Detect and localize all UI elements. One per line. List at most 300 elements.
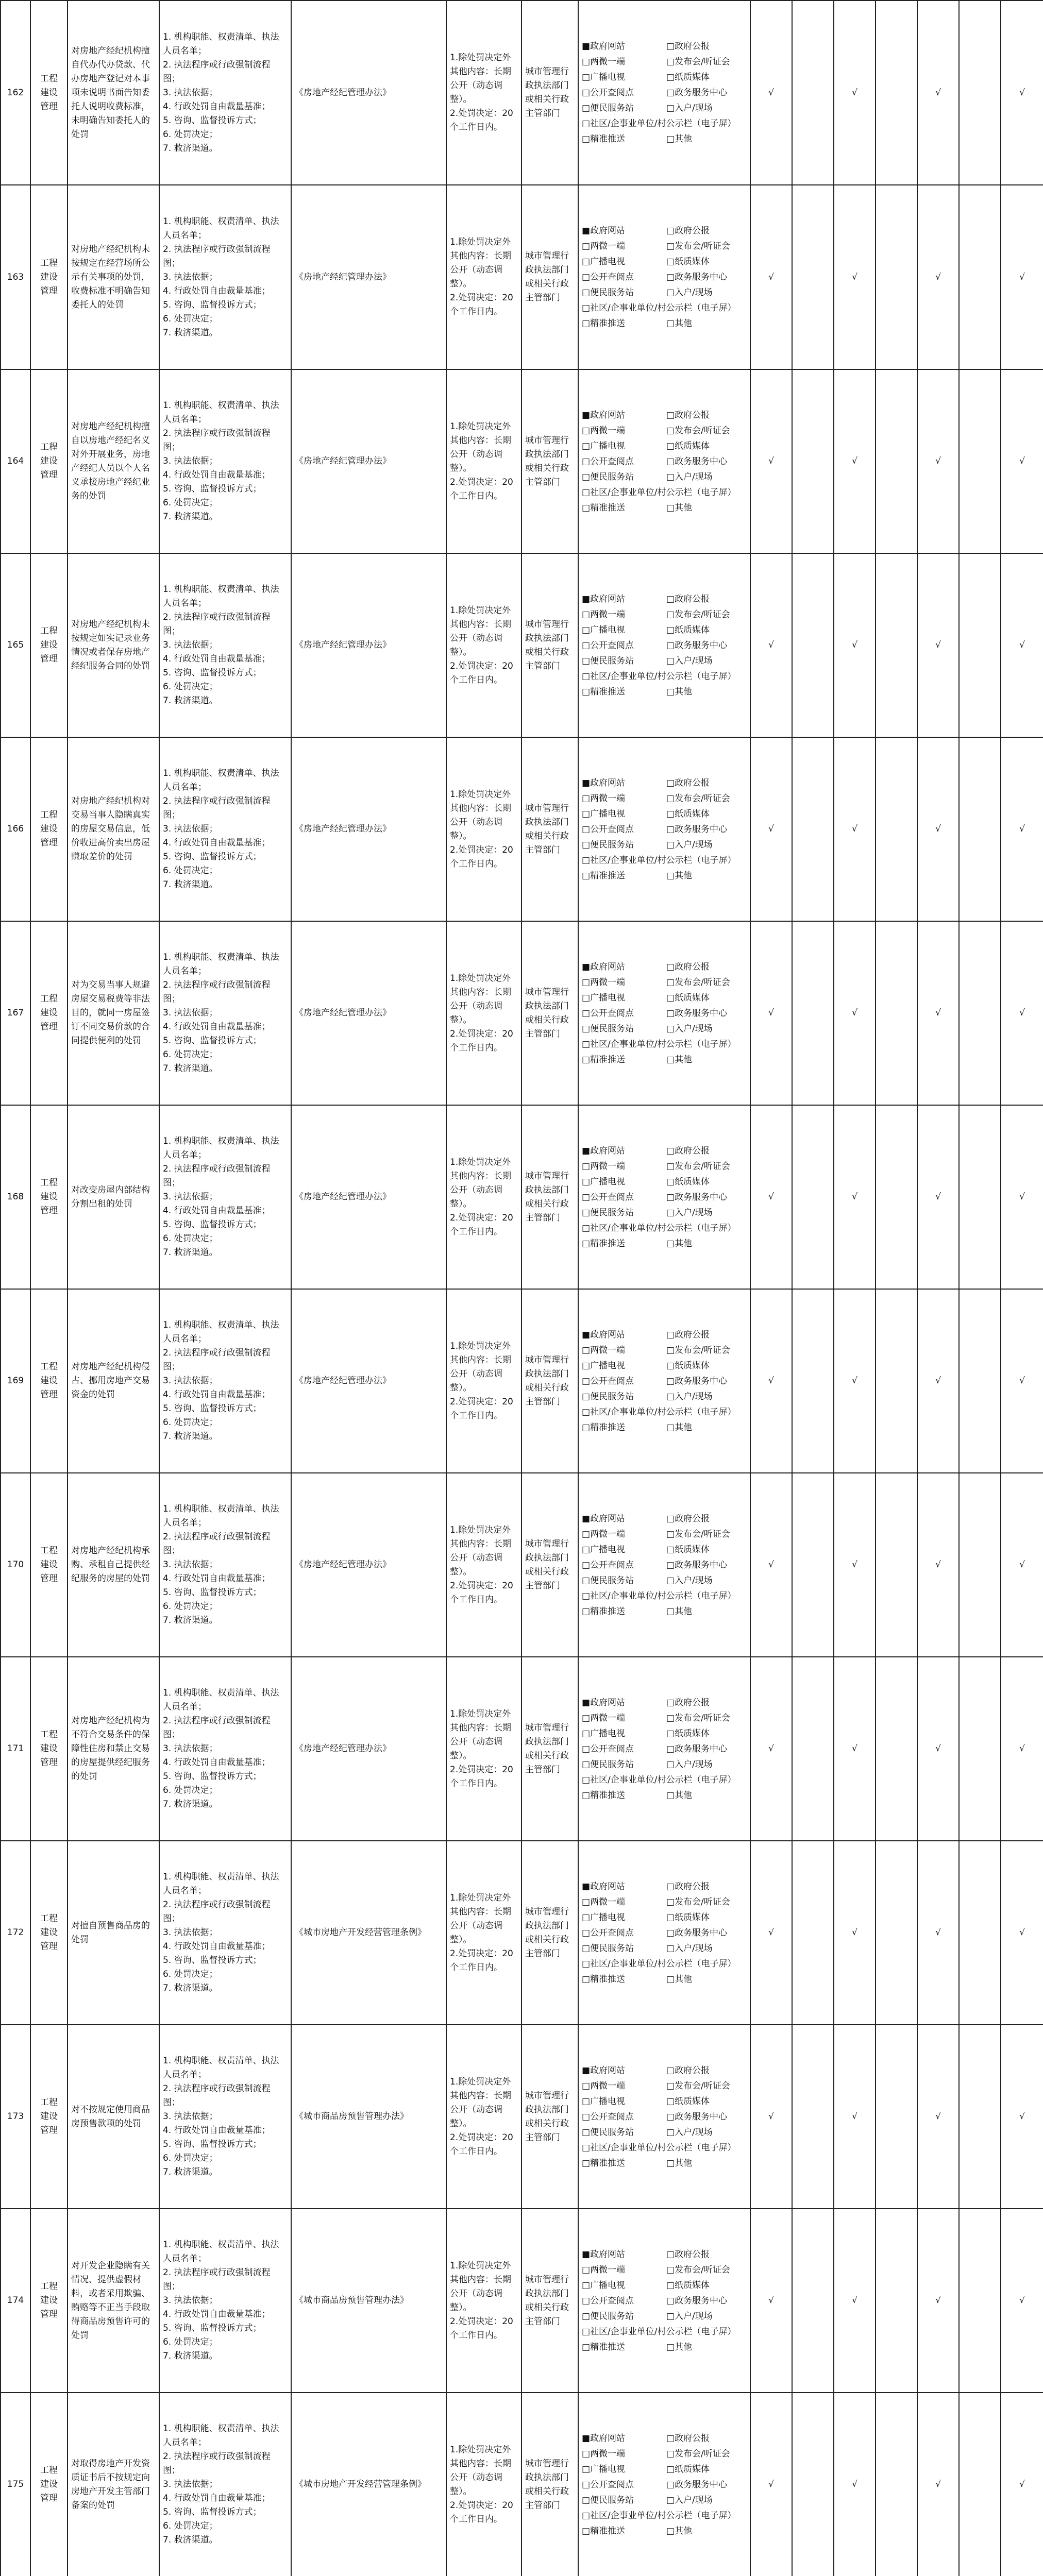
unchecked-box-icon: □ — [666, 1391, 675, 1402]
mark-cell: √ — [750, 1105, 792, 1289]
channel-label: 社区/企事业单位/村公示栏（电子屏） — [590, 1406, 736, 1417]
unchecked-box-icon: □ — [582, 2342, 591, 2352]
channel-option — [582, 2141, 747, 2155]
channel-option — [666, 1160, 747, 1173]
channel-option — [666, 976, 747, 989]
content-cell — [159, 1289, 291, 1473]
channel-label: 公开查阅点 — [590, 1376, 634, 1386]
unchecked-box-icon: □ — [666, 2495, 675, 2505]
unchecked-box-icon: □ — [666, 241, 675, 251]
mark-cell: √ — [1001, 1, 1043, 185]
channel-cell — [578, 2209, 750, 2393]
content-line: 5. 咨询、监督投诉方式； — [163, 1771, 262, 1782]
channel-label: 广播电视 — [590, 808, 626, 819]
channel-label: 政务服务中心 — [675, 1008, 728, 1019]
unchecked-box-icon: □ — [666, 870, 675, 881]
unchecked-box-icon: □ — [582, 440, 591, 451]
content-line: 1. 机构职能、权责清单、执法人员名单； — [163, 31, 279, 56]
unchecked-box-icon: □ — [582, 2280, 591, 2291]
mark-cell — [876, 921, 917, 1105]
content-cell — [159, 2209, 291, 2393]
unchecked-box-icon: □ — [666, 1713, 675, 1723]
channel-label: 政府网站 — [590, 961, 626, 972]
channel-option — [666, 1191, 747, 1204]
channel-option — [666, 1543, 747, 1556]
content-line: 1. 机构职能、权责清单、执法人员名单； — [163, 584, 279, 608]
table-row — [1, 921, 1043, 1105]
channel-label: 公开查阅点 — [590, 1743, 634, 1754]
basis-cell: 《城市房地产开发经营管理条例》 — [291, 1841, 446, 2025]
unchecked-box-icon: □ — [582, 2448, 591, 2459]
channel-option — [582, 439, 662, 453]
unchecked-box-icon: □ — [582, 793, 591, 804]
channel-option — [582, 1543, 662, 1556]
subject-cell: 城市管理行政执法部门或相关行政主管部门 — [522, 2025, 578, 2209]
content-line: 2. 执法程序或行政强制流程图； — [163, 59, 271, 84]
row-number: 165 — [1, 553, 30, 737]
unchecked-box-icon: □ — [666, 318, 675, 329]
channel-label: 政府网站 — [590, 1145, 626, 1156]
content-line: 2. 执法程序或行政强制流程图； — [163, 2267, 271, 2292]
unchecked-box-icon: □ — [582, 655, 591, 666]
mark-cell — [959, 1, 1001, 185]
unchecked-box-icon: □ — [666, 257, 675, 267]
content-line: 5. 咨询、监督投诉方式； — [163, 1955, 262, 1965]
channel-option — [666, 1053, 747, 1066]
channel-label: 便民服务站 — [590, 103, 634, 113]
subject-cell: 城市管理行政执法部门或相关行政主管部门 — [522, 921, 578, 1105]
channel-label: 政府公报 — [675, 961, 710, 972]
channel-option — [666, 2263, 747, 2277]
mark-cell: √ — [917, 1473, 959, 1657]
unchecked-box-icon: □ — [582, 1606, 591, 1617]
content-line: 6. 处罚决定； — [163, 1785, 218, 1795]
time-cell: 1.除处罚决定外其他内容：长期公开（动态调整）。 2.处罚决定：20个工作日内。 — [446, 1841, 522, 2025]
channel-option — [582, 1375, 662, 1388]
channel-option — [582, 55, 662, 69]
mark-cell: √ — [1001, 553, 1043, 737]
content-line: 1. 机构职能、权责清单、执法人员名单； — [163, 1872, 279, 1896]
channel-option — [582, 2341, 662, 2354]
channel-option — [666, 2126, 747, 2139]
table-row — [1, 369, 1043, 553]
unchecked-box-icon: □ — [666, 456, 675, 467]
mark-cell: √ — [750, 185, 792, 369]
channel-label: 发布会/听证会 — [675, 609, 730, 620]
channel-label: 纸质媒体 — [675, 808, 710, 819]
channel-label: 精准推送 — [590, 1790, 626, 1801]
channel-label: 政府公报 — [675, 2249, 710, 2260]
channel-label: 公开查阅点 — [590, 1560, 634, 1570]
channel-label: 两微一端 — [590, 793, 626, 804]
channel-option — [582, 409, 662, 422]
mark-cell — [876, 2209, 917, 2393]
mark-cell: √ — [750, 1289, 792, 1473]
content-line: 7. 救济渠道。 — [163, 1063, 218, 1074]
channel-option — [582, 1237, 662, 1250]
channel-label: 公开查阅点 — [590, 2295, 634, 2306]
row-number: 163 — [1, 185, 30, 369]
unchecked-box-icon: □ — [582, 1927, 591, 1938]
mark-cell — [876, 1289, 917, 1473]
channel-option — [582, 255, 662, 268]
mark-cell: √ — [750, 1473, 792, 1657]
unchecked-box-icon: □ — [582, 977, 591, 988]
channel-option — [582, 317, 662, 330]
channel-option — [582, 1789, 662, 1802]
checked-box-icon: ■ — [582, 1145, 591, 1156]
unchecked-box-icon: □ — [582, 2526, 591, 2536]
unchecked-box-icon: □ — [666, 777, 675, 788]
unchecked-box-icon: □ — [582, 1376, 591, 1386]
channel-option — [582, 40, 662, 53]
channel-option — [582, 470, 662, 484]
channel-label: 公开查阅点 — [590, 2111, 634, 2122]
domain-cell: 工程 建设 管理 — [30, 1657, 68, 1841]
content-cell — [159, 185, 291, 369]
table-row — [1, 2025, 1043, 2209]
unchecked-box-icon: □ — [666, 1008, 675, 1019]
subject-cell: 城市管理行政执法部门或相关行政主管部门 — [522, 1, 578, 185]
unchecked-box-icon: □ — [666, 1575, 675, 1586]
channel-option — [582, 1973, 662, 1986]
channel-grid — [582, 2248, 747, 2354]
channel-option — [666, 86, 747, 99]
content-line: 7. 救济渠道。 — [163, 143, 218, 154]
channel-option — [582, 991, 662, 1005]
channel-option — [666, 1359, 747, 1372]
unchecked-box-icon: □ — [666, 272, 675, 282]
time-cell: 1.除处罚决定外其他内容：长期公开（动态调整）。 2.处罚决定：20个工作日内。 — [446, 553, 522, 737]
content-line: 7. 救济渠道。 — [163, 327, 218, 338]
channel-label: 公开查阅点 — [590, 2479, 634, 2490]
table-row — [1, 553, 1043, 737]
channel-label: 政府网站 — [590, 2065, 626, 2076]
mark-cell: √ — [1001, 2393, 1043, 2576]
unchecked-box-icon: □ — [666, 471, 675, 482]
channel-cell — [578, 737, 750, 921]
channel-grid — [582, 960, 747, 1066]
table-row — [1, 1841, 1043, 2025]
content-cell — [159, 553, 291, 737]
channel-option — [666, 1605, 747, 1618]
unchecked-box-icon: □ — [666, 1176, 675, 1187]
unchecked-box-icon: □ — [582, 2311, 591, 2321]
channel-label: 其他 — [675, 870, 693, 881]
mark-cell: √ — [917, 185, 959, 369]
channel-label: 社区/企事业单位/村公示栏（电子屏） — [590, 671, 736, 682]
time-cell: 1.除处罚决定外其他内容：长期公开（动态调整）。 2.处罚决定：20个工作日内。 — [446, 1, 522, 185]
unchecked-box-icon: □ — [666, 1422, 675, 1433]
channel-label: 其他 — [675, 1974, 693, 1985]
content-line: 4. 行政处罚自由裁量基准； — [163, 1206, 271, 1216]
unchecked-box-icon: □ — [582, 1023, 591, 1034]
channel-option — [582, 1528, 662, 1541]
channel-option — [582, 1405, 747, 1419]
channel-option — [666, 823, 747, 836]
channel-option — [582, 117, 747, 130]
mark-cell — [959, 1657, 1001, 1841]
channel-label: 纸质媒体 — [675, 992, 710, 1003]
mark-cell — [959, 369, 1001, 553]
channel-label: 广播电视 — [590, 2096, 626, 2107]
mark-cell — [876, 2025, 917, 2209]
unchecked-box-icon: □ — [666, 1145, 675, 1156]
channel-option — [666, 838, 747, 852]
channel-label: 政务服务中心 — [675, 2111, 728, 2122]
channel-label: 其他 — [675, 502, 693, 513]
matter-cell: 对开发企业隐瞒有关情况、提供虚假材料，或者采用欺骗、贿赂等不正当手段取得商品房预售许可的处罚 — [68, 2209, 159, 2393]
channel-label: 精准推送 — [590, 1238, 626, 1249]
channel-option — [582, 1696, 662, 1709]
channel-label: 精准推送 — [590, 1606, 626, 1617]
unchecked-box-icon: □ — [582, 870, 591, 881]
time-cell: 1.除处罚决定外其他内容：长期公开（动态调整）。 2.处罚决定：20个工作日内。 — [446, 1105, 522, 1289]
channel-option — [582, 854, 747, 867]
unchecked-box-icon: □ — [666, 961, 675, 972]
mark-cell — [959, 1473, 1001, 1657]
mark-cell: √ — [834, 2393, 876, 2576]
unchecked-box-icon: □ — [666, 2158, 675, 2168]
channel-label: 精准推送 — [590, 502, 626, 513]
channel-label: 便民服务站 — [590, 1207, 634, 1218]
unchecked-box-icon: □ — [582, 1912, 591, 1923]
basis-cell: 《房地产经纪管理办法》 — [291, 1, 446, 185]
row-number: 167 — [1, 921, 30, 1105]
basis-cell: 《房地产经纪管理办法》 — [291, 1105, 446, 1289]
content-line: 4. 行政处罚自由裁量基准； — [163, 1389, 271, 1400]
channel-option — [666, 2079, 747, 2093]
channel-label: 社区/企事业单位/村公示栏（电子屏） — [590, 1039, 736, 1049]
channel-label: 社区/企事业单位/村公示栏（电子屏） — [590, 1223, 736, 1233]
unchecked-box-icon: □ — [582, 1529, 591, 1539]
channel-label: 政府网站 — [590, 777, 626, 788]
mark-cell: √ — [917, 1657, 959, 1841]
channel-option — [582, 608, 662, 621]
mark-cell: √ — [1001, 737, 1043, 921]
mark-cell: √ — [834, 2209, 876, 2393]
domain-cell: 工程 建设 管理 — [30, 921, 68, 1105]
channel-label: 广播电视 — [590, 1728, 626, 1739]
unchecked-box-icon: □ — [582, 2142, 591, 2153]
channel-option — [582, 71, 662, 84]
unchecked-box-icon: □ — [582, 1176, 591, 1187]
channel-grid — [582, 1144, 747, 1250]
checked-box-icon: ■ — [582, 41, 591, 52]
channel-label: 便民服务站 — [590, 1943, 634, 1954]
channel-label: 两微一端 — [590, 2264, 626, 2275]
unchecked-box-icon: □ — [582, 2510, 591, 2521]
unchecked-box-icon: □ — [666, 1238, 675, 1249]
channel-option — [666, 1926, 747, 1940]
channel-cell — [578, 1473, 750, 1657]
content-line: 4. 行政处罚自由裁量基准； — [163, 838, 271, 848]
domain-cell: 工程 建设 管理 — [30, 1, 68, 185]
matter-cell: 对房地产经纪机构承购、承租自己提供经纪服务的房屋的处罚 — [68, 1473, 159, 1657]
channel-label: 两微一端 — [590, 1896, 626, 1907]
content-cell — [159, 921, 291, 1105]
mark-cell: √ — [1001, 2025, 1043, 2209]
content-line: 3. 执法依据； — [163, 272, 218, 282]
content-line: 4. 行政处罚自由裁量基准； — [163, 285, 271, 296]
channel-option — [666, 1758, 747, 1771]
channel-option — [582, 1742, 662, 1756]
table-row — [1, 1105, 1043, 1289]
matter-cell: 对房地产经纪机构侵占、挪用房地产交易资金的处罚 — [68, 1289, 159, 1473]
unchecked-box-icon: □ — [666, 1023, 675, 1034]
unchecked-box-icon: □ — [666, 1896, 675, 1907]
content-line: 6. 处罚决定； — [163, 866, 218, 876]
table-body — [1, 1, 1043, 2576]
channel-label: 便民服务站 — [590, 1759, 634, 1770]
channel-label: 发布会/听证会 — [675, 241, 730, 251]
channel-option — [666, 224, 747, 238]
mark-cell — [792, 1, 834, 185]
unchecked-box-icon: □ — [582, 1790, 591, 1801]
channel-label: 政府网站 — [590, 1881, 626, 1892]
channel-option — [582, 1711, 662, 1725]
channel-label: 政府网站 — [590, 2249, 626, 2260]
channel-cell — [578, 185, 750, 369]
channel-label: 政府网站 — [590, 2433, 626, 2444]
mark-cell — [792, 1657, 834, 1841]
channel-option — [582, 654, 662, 668]
unchecked-box-icon: □ — [666, 1207, 675, 1218]
channel-cell — [578, 1289, 750, 1473]
channel-option — [582, 1911, 662, 1924]
unchecked-box-icon: □ — [666, 2342, 675, 2352]
table-row — [1, 2393, 1043, 2576]
time-cell: 1.除处罚决定外其他内容：长期公开（动态调整）。 2.处罚决定：20个工作日内。 — [446, 2025, 522, 2209]
mark-cell: √ — [1001, 1289, 1043, 1473]
channel-option — [582, 792, 662, 805]
channel-label: 公开查阅点 — [590, 1927, 634, 1938]
channel-label: 入户/现场 — [675, 1023, 713, 1034]
row-number: 169 — [1, 1289, 30, 1473]
mark-cell — [792, 369, 834, 553]
mark-cell — [792, 1289, 834, 1473]
unchecked-box-icon: □ — [582, 1054, 591, 1065]
content-line: 1. 机构职能、权责清单、执法人员名单； — [163, 1688, 279, 1712]
channel-option — [582, 132, 662, 146]
channel-option — [582, 2064, 662, 2077]
unchecked-box-icon: □ — [582, 1391, 591, 1402]
channel-label: 两微一端 — [590, 2080, 626, 2091]
domain-cell: 工程 建设 管理 — [30, 2025, 68, 2209]
domain-cell: 工程 建设 管理 — [30, 1473, 68, 1657]
channel-option — [582, 301, 747, 315]
basis-cell: 《房地产经纪管理办法》 — [291, 1289, 446, 1473]
content-cell — [159, 737, 291, 921]
domain-cell: 工程 建设 管理 — [30, 737, 68, 921]
channel-option — [582, 2509, 747, 2522]
channel-option — [582, 1880, 662, 1893]
channel-label: 两微一端 — [590, 2448, 626, 2459]
unchecked-box-icon: □ — [666, 1560, 675, 1570]
channel-option — [582, 1144, 662, 1158]
unchecked-box-icon: □ — [666, 686, 675, 697]
channel-cell — [578, 1105, 750, 1289]
mark-cell — [959, 2393, 1001, 2576]
channel-option — [666, 639, 747, 652]
channel-label: 入户/现场 — [675, 2495, 713, 2505]
content-line: 4. 行政处罚自由裁量基准； — [163, 470, 271, 480]
channel-option — [666, 1375, 747, 1388]
content-line: 3. 执法依据； — [163, 2111, 218, 2122]
channel-label: 公开查阅点 — [590, 824, 634, 835]
channel-option — [666, 1880, 747, 1893]
channel-option — [666, 2310, 747, 2323]
channel-label: 公开查阅点 — [590, 456, 634, 467]
content-line: 6. 处罚决定； — [163, 1233, 218, 1244]
channel-label: 发布会/听证会 — [675, 1529, 730, 1539]
unchecked-box-icon: □ — [666, 1943, 675, 1954]
channel-option — [582, 270, 662, 284]
unchecked-box-icon: □ — [582, 1590, 591, 1601]
channel-option — [666, 132, 747, 146]
channel-label: 政务服务中心 — [675, 1376, 728, 1386]
channel-cell — [578, 1841, 750, 2025]
channel-option — [666, 1344, 747, 1357]
row-number: 171 — [1, 1657, 30, 1841]
mark-cell: √ — [750, 1657, 792, 1841]
channel-option — [582, 960, 662, 974]
unchecked-box-icon: □ — [582, 1008, 591, 1019]
unchecked-box-icon: □ — [666, 2096, 675, 2107]
mark-cell: √ — [1001, 1473, 1043, 1657]
unchecked-box-icon: □ — [582, 1759, 591, 1770]
content-line: 7. 救济渠道。 — [163, 512, 218, 522]
unchecked-box-icon: □ — [582, 855, 591, 866]
channel-option — [666, 1727, 747, 1740]
unchecked-box-icon: □ — [582, 1560, 591, 1570]
channel-option — [666, 991, 747, 1005]
unchecked-box-icon: □ — [666, 410, 675, 420]
mark-cell — [876, 2393, 917, 2576]
channel-label: 两微一端 — [590, 241, 626, 251]
subject-cell: 城市管理行政执法部门或相关行政主管部门 — [522, 737, 578, 921]
channel-label: 发布会/听证会 — [675, 977, 730, 988]
domain-cell: 工程 建设 管理 — [30, 2209, 68, 2393]
content-line: 1. 机构职能、权责清单、执法人员名单； — [163, 2056, 279, 2080]
unchecked-box-icon: □ — [582, 1713, 591, 1723]
checked-box-icon: ■ — [582, 1881, 591, 1892]
channel-option — [666, 2110, 747, 2124]
checked-box-icon: ■ — [582, 2065, 591, 2076]
mark-cell: √ — [750, 921, 792, 1105]
channel-option — [582, 224, 662, 238]
content-line: 3. 执法依据； — [163, 1927, 218, 1938]
unchecked-box-icon: □ — [666, 2264, 675, 2275]
matter-cell: 对房地产经纪机构擅自以房地产经纪名义对外开展业务，房地产经纪人员以个人名义承接房地产经纪业务的处罚 — [68, 369, 159, 553]
mark-cell: √ — [750, 1841, 792, 2025]
channel-option — [582, 1206, 662, 1219]
unchecked-box-icon: □ — [582, 1743, 591, 1754]
channel-option — [666, 1558, 747, 1572]
channel-option — [666, 101, 747, 115]
checked-box-icon: ■ — [582, 961, 591, 972]
content-line: 6. 处罚决定； — [163, 498, 218, 508]
unchecked-box-icon: □ — [666, 1192, 675, 1202]
unchecked-box-icon: □ — [582, 257, 591, 267]
channel-option — [666, 1007, 747, 1020]
content-line: 1. 机构职能、权责清单、执法人员名单； — [163, 216, 279, 241]
content-line: 2. 执法程序或行政强制流程图； — [163, 1164, 271, 1188]
channel-label: 纸质媒体 — [675, 72, 710, 82]
mark-cell — [792, 737, 834, 921]
unchecked-box-icon: □ — [582, 471, 591, 482]
table-row — [1, 737, 1043, 921]
